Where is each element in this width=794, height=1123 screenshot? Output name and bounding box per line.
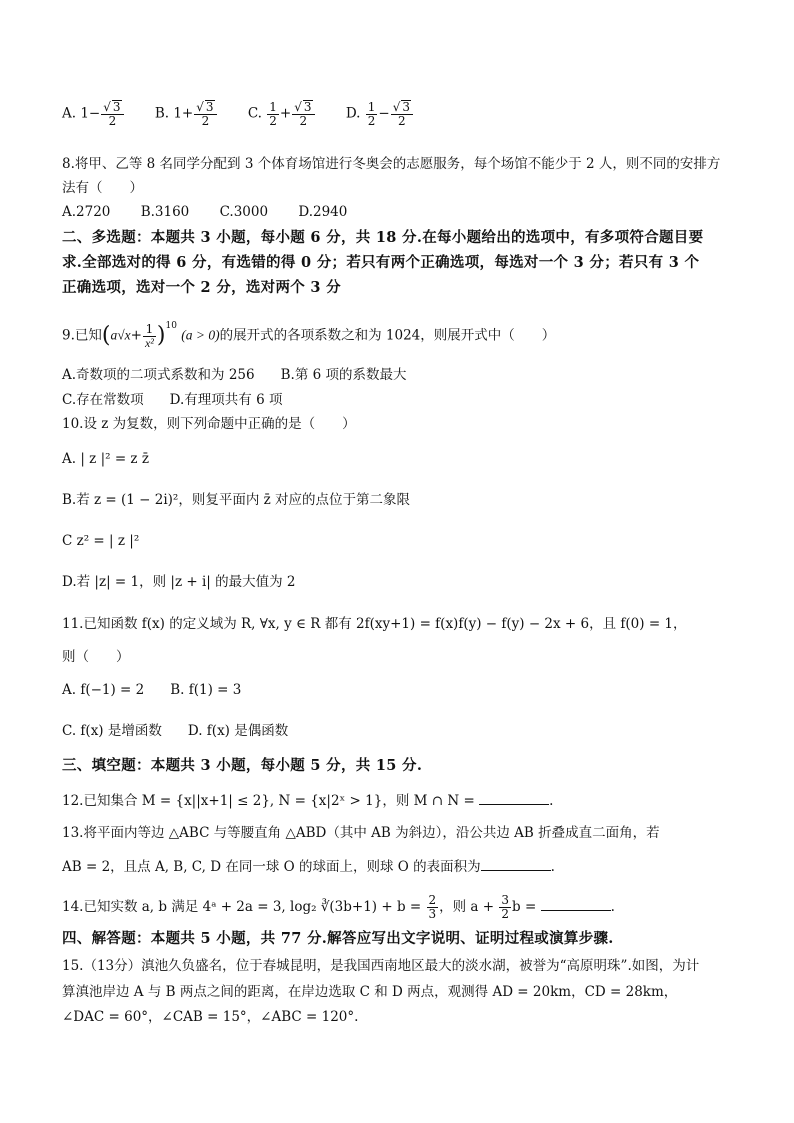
section3-heading: 三、填空题：本题共 3 小题，每小题 5 分，共 15 分. bbox=[62, 757, 423, 774]
q11-options-row-1: A. f(−1) = 2 B. f(1) = 3 bbox=[62, 682, 242, 698]
section2-line-3: 正确选项，选对一个 2 分，选对两个 3 分 bbox=[62, 279, 341, 296]
q10-stem: 10.设 z 为复数，则下列命题中正确的是（ ） bbox=[62, 416, 356, 432]
q15-line-1: 15.（13分）滇池久负盛名，位于春城昆明，是我国西南地区最大的淡水湖，被誉为“高原明珠”.如图，为计 bbox=[62, 958, 700, 974]
q8-option-a: A.2720 bbox=[62, 204, 111, 220]
q13-answer-blank[interactable] bbox=[481, 856, 551, 871]
q11-stem-2: 则（ ） bbox=[62, 649, 130, 665]
q8-option-d: D.2940 bbox=[298, 204, 348, 220]
q8-option-b: B.3160 bbox=[140, 204, 190, 220]
section2-line-1: 二、多选题：本题共 3 小题，每小题 6 分，共 18 分.在每小题给出的选项中，有多项符合题目要 bbox=[62, 229, 704, 246]
q8-line-1: 8.将甲、乙等 8 名同学分配到 3 个体育场馆进行冬奥会的志愿服务，每个场馆不能少于 2 人，则不同的安排方 bbox=[62, 156, 721, 172]
q11-stem: 11.已知函数 f(x) 的定义域为 R, ∀x, y ∈ R 都有 2f(xy+1) = f(x)f(y) − f(y) − 2x + 6，且 f(0) = 1， bbox=[62, 616, 687, 632]
q15-line-2: 算滇池岸边 A 与 B 两点之间的距离，在岸边选取 C 和 D 两点，观测得 AD = 20km，CD = 28km， bbox=[62, 984, 678, 1000]
q9-options-row-2: C.存在常数项 D.有理项共有 6 项 bbox=[62, 392, 283, 408]
q15-line-3: ∠DAC = 60°，∠CAB = 15°，∠ABC = 120°. bbox=[62, 1009, 359, 1025]
q12-answer-blank[interactable] bbox=[479, 790, 549, 805]
q11-options-row-2: C. f(x) 是增函数 D. f(x) 是偶函数 bbox=[62, 723, 289, 739]
q12: 12.已知集合 M = {x||x+1| ≤ 2}, N = {x|2ˣ > 1}，则 M ∩ N = . bbox=[62, 790, 553, 811]
q9-stem: 9.已知(a√x+ $\frac{1}{\text{x²}}$ )$^{10}$ (a > 0)的展开式的各项系数之和为 1024，则展开式中（ ） bbox=[62, 321, 556, 350]
q8-options bbox=[62, 202, 373, 222]
q8-line-2: 法有（ ） bbox=[62, 180, 143, 196]
q9-options-row-1: A.奇数项的二项式系数和为 256 B.第 6 项的系数最大 bbox=[62, 367, 407, 383]
q14: 14.已知实数 a, b 满足 4ᵃ + 2a = 3, log₂ ∛(3b+1) + b = $\frac{2}{3}$ ，则 a + $\frac{3}{2}$ b = . bbox=[62, 893, 615, 921]
q10-option-a: A. | z |² = z z̄ bbox=[62, 451, 149, 467]
q13-line-1: 13.将平面内等边 △ABC 与等腰直角 △ABD（其中 AB 为斜边），沿公共边 AB 折叠成直二面角，若 bbox=[62, 825, 660, 841]
q10-option-c: C z² = | z |² bbox=[62, 533, 140, 549]
q7-option-a: A. 1− $\frac{√ 3}{2}$ bbox=[62, 100, 125, 128]
q7-options bbox=[62, 100, 440, 128]
q7-option-d: D. $\frac{1}{2}$ − $\frac{√ 3}{2}$ bbox=[346, 100, 414, 128]
q14-answer-blank[interactable] bbox=[541, 896, 611, 911]
q13-line-2: AB = 2，且点 A, B, C, D 在同一球 O 的球面上，则球 O 的表面积为 . bbox=[62, 856, 555, 877]
q10-option-b: B.若 z = (1 − 2i)²，则复平面内 z̄ 对应的点位于第二象限 bbox=[62, 492, 411, 508]
section4-heading: 四、解答题：本题共 5 小题，共 77 分.解答应写出文字说明、证明过程或演算步骤. bbox=[62, 930, 614, 947]
q7-option-c: C. $\frac{1}{2}$ + $\frac{√ 3}{2}$ bbox=[248, 100, 316, 128]
q8-option-c: C.3000 bbox=[219, 204, 269, 220]
section2-line-2: 求.全部选对的得 6 分，有选错的得 0 分；若只有两个正确选项，每选对一个 3 分；若只有 3 个 bbox=[62, 254, 700, 271]
q7-option-b: B. 1+ $\frac{√ 3}{2}$ bbox=[155, 100, 218, 128]
q10-option-d: D.若 |z| = 1，则 |z + i| 的最大值为 2 bbox=[62, 574, 296, 590]
